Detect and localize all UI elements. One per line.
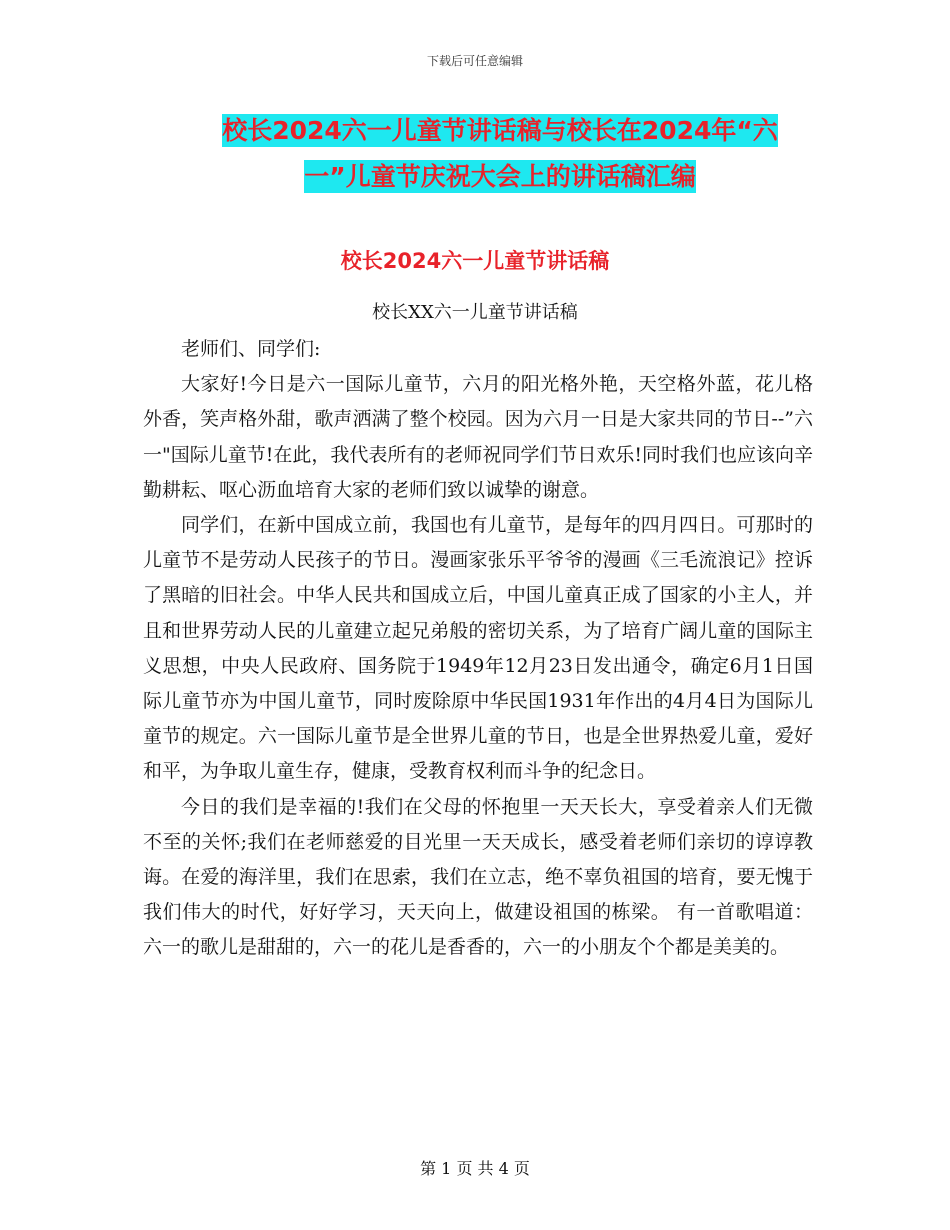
paragraph: 今日的我们是幸福的!我们在父母的怀抱里一天天长大，享受着亲人们无微不至的关怀;我们在老师慈爱的目光里一天天成长，感受着老师们亲切的谆谆教诲。在爱的海洋里，我们在思索，我们在立志，绝不辜负祖国的培育，要无愧于我们伟大的时代，好好学习，天天向上，做建设祖国的栋梁。 有一首歌唱道：六一的歌儿是甜甜的，六一的花儿是香香的，六一的小朋友个个都是美美的。	[143, 795, 813, 959]
main-title-line-2: 一”儿童节庆祝大会上的讲话稿汇编	[304, 162, 696, 191]
sub-title: 校长XX六一儿童节讲话稿	[372, 302, 578, 323]
paragraph: 大家好!今日是六一国际儿童节，六月的阳光格外艳，天空格外蓝，花儿格外香，笑声格外甜，歌声洒满了整个校园。因为六月一日是大家共同的节日--”六一"国际儿童节!在此，我代表所有的老师祝同学们节日欢乐!同时我们也应该向辛勤耕耘、呕心沥血培育大家的老师们致以诚挚的谢意。	[143, 373, 814, 501]
header-note: 下载后可任意编辑	[426, 54, 523, 68]
section-title: 校长2024六一儿童节讲话稿	[340, 249, 610, 273]
body-text	[143, 332, 813, 966]
paragraph-greeting: 老师们、同学们:	[181, 338, 321, 360]
main-title-line-1: 校长2024六一儿童节讲话稿与校长在2024年“六	[222, 116, 778, 145]
document-main-title	[130, 108, 870, 200]
paragraph: 同学们，在新中国成立前，我国也有儿童节，是每年的四月四日。可那时的儿童节不是劳动人民孩子的节日。漫画家张乐平爷爷的漫画《三毛流浪记》控诉了黑暗的旧社会。中华人民共和国成立后，中国儿童真正成了国家的小主人，并且和世界劳动人民的儿童建立起兄弟般的密切关系，为了培育广阔儿童的国际主义思想，中央人民政府、国务院于1949年12月23日发出通令，确定6月1日国际儿童节亦为中国儿童节，同时废除原中华民国1931年作出的4月4日为国际儿童节的规定。六一国际儿童节是全世界儿童的节日，也是全世界热爱儿童，爱好和平，为争取儿童生存，健康，受教育权利而斗争的纪念日。	[143, 514, 813, 783]
page-number-footer: 第 1 页 共 4 页	[420, 1159, 530, 1178]
